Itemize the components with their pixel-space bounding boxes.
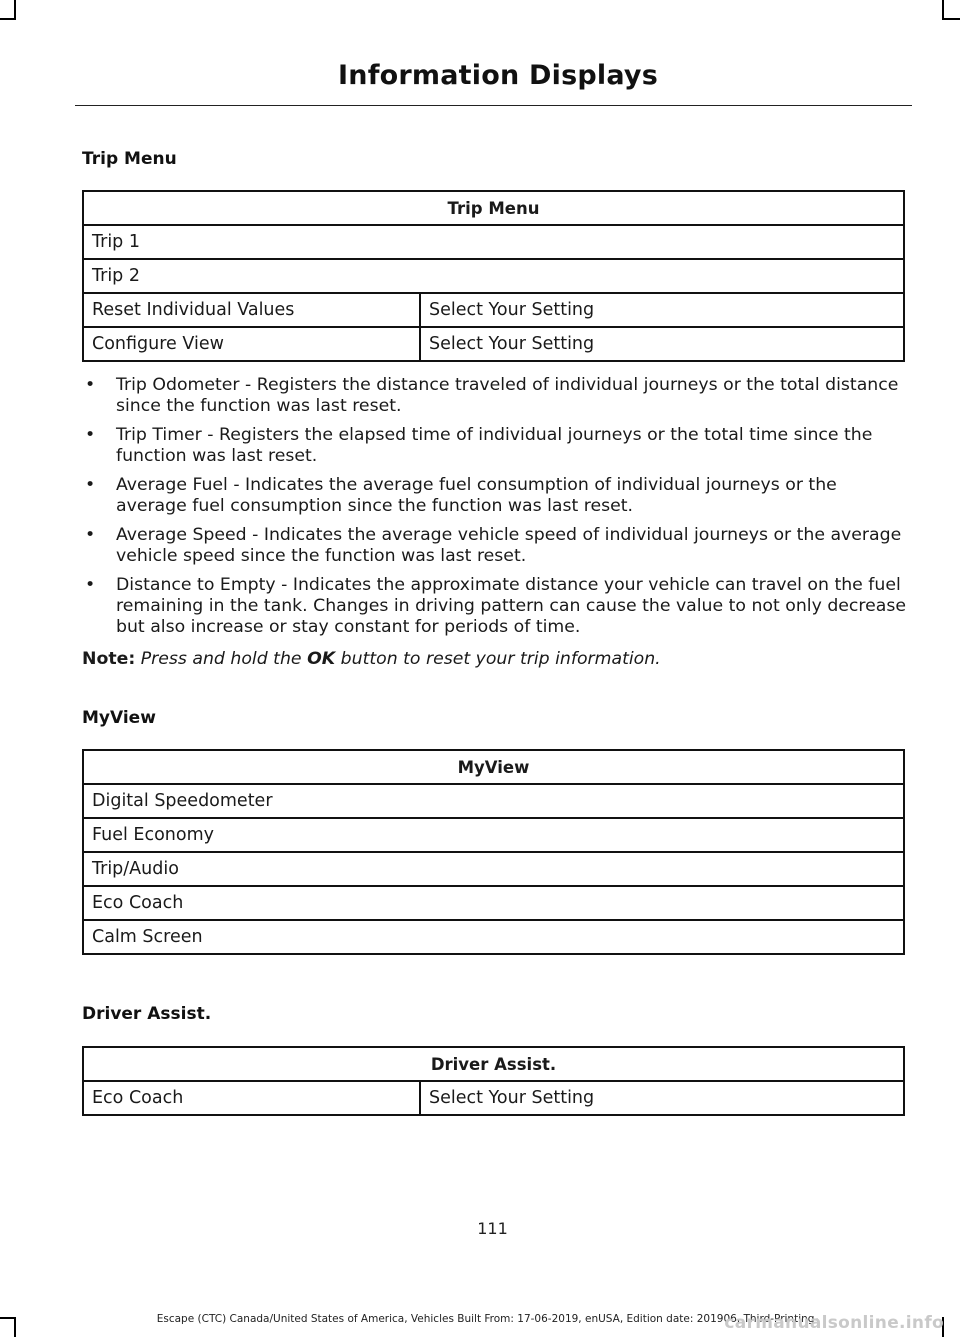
table-row: [83, 818, 904, 852]
table-row: [83, 852, 904, 886]
table-cell: Fuel Economy: [83, 818, 904, 852]
list-item: [82, 375, 912, 417]
header-divider: [75, 105, 912, 106]
bullet-icon: •: [85, 375, 96, 395]
table-row: [83, 293, 904, 327]
table-cell: Trip/Audio: [83, 852, 904, 886]
table-row: [83, 225, 904, 259]
table-cell: Trip 1: [83, 225, 904, 259]
bullet-icon: •: [85, 425, 96, 445]
list-item: [82, 475, 912, 517]
table-cell: Eco Coach: [83, 1081, 420, 1115]
driver-assist-table: [82, 1046, 905, 1116]
table-cell: Reset Individual Values: [83, 293, 420, 327]
note-text-before: Press and hold the: [140, 649, 302, 669]
table-header-row: [83, 191, 904, 225]
table-cell: Calm Screen: [83, 920, 904, 954]
page-title: Information Displays: [338, 60, 658, 91]
list-item-text: Trip Timer - Registers the elapsed time of individual journeys or the total time since the function was last reset.: [116, 425, 873, 466]
table-row: [83, 920, 904, 954]
bullet-icon: •: [85, 575, 96, 595]
table-row: [83, 784, 904, 818]
table-header-row: [83, 750, 904, 784]
table-cell: Trip 2: [83, 259, 904, 293]
watermark: carmanualsonline.info: [724, 1313, 944, 1333]
table-row: [83, 259, 904, 293]
list-item-text: Average Fuel - Indicates the average fuel consumption of individual journeys or the average fuel consumption since the function was last reset.: [116, 475, 837, 516]
myview-table: [82, 749, 905, 955]
table-cell: Select Your Setting: [420, 293, 904, 327]
table-cell: Select Your Setting: [420, 327, 904, 361]
list-item-text: Average Speed - Indicates the average vehicle speed of individual journeys or the average vehicle speed since the function was last reset.: [116, 525, 902, 566]
trip-menu-table: [82, 190, 905, 362]
list-item: [82, 425, 912, 467]
table-header-cell: Driver Assist.: [83, 1047, 904, 1081]
crop-mark-top-right-v: [942, 0, 944, 20]
driver-assist-heading: Driver Assist.: [82, 1004, 212, 1024]
table-header-cell: Trip Menu: [83, 191, 904, 225]
trip-menu-heading: Trip Menu: [82, 149, 177, 169]
note-ok-button-word: OK: [307, 649, 336, 669]
bullet-icon: •: [85, 475, 96, 495]
note-label: Note:: [82, 649, 136, 669]
crop-mark-top-right-h: [944, 18, 960, 20]
table-row: [83, 1081, 904, 1115]
footer-edition-text: Escape (CTC) Canada/United States of America, Vehicles Built From: 17-06-2019, enUSA, Edition date: 201906, Third-Printing-: [156, 1313, 819, 1325]
table-cell: Configure View: [83, 327, 420, 361]
list-item: [82, 525, 912, 567]
table-header-row: [83, 1047, 904, 1081]
bullet-icon: •: [85, 525, 96, 545]
trip-reset-note: [82, 649, 661, 669]
crop-mark-top-left-v: [14, 0, 16, 20]
page-number: 111: [477, 1219, 508, 1238]
table-cell: Select Your Setting: [420, 1081, 904, 1115]
table-row: [83, 886, 904, 920]
table-cell: Eco Coach: [83, 886, 904, 920]
trip-menu-bullet-list: [82, 375, 912, 646]
table-header-cell: MyView: [83, 750, 904, 784]
table-row: [83, 327, 904, 361]
note-text-after: button to reset your trip information.: [340, 649, 661, 669]
myview-heading: MyView: [82, 708, 156, 728]
list-item-text: Distance to Empty - Indicates the approximate distance your vehicle can travel on the fuel remaining in the tank. Changes in driving pattern can cause the value to not only decrease but also increase or stay constant for periods of time.: [116, 575, 907, 637]
list-item: [82, 575, 912, 638]
crop-mark-top-left-h: [0, 18, 14, 20]
table-cell: Digital Speedometer: [83, 784, 904, 818]
list-item-text: Trip Odometer - Registers the distance traveled of individual journeys or the total distance since the function was last reset.: [116, 375, 899, 416]
